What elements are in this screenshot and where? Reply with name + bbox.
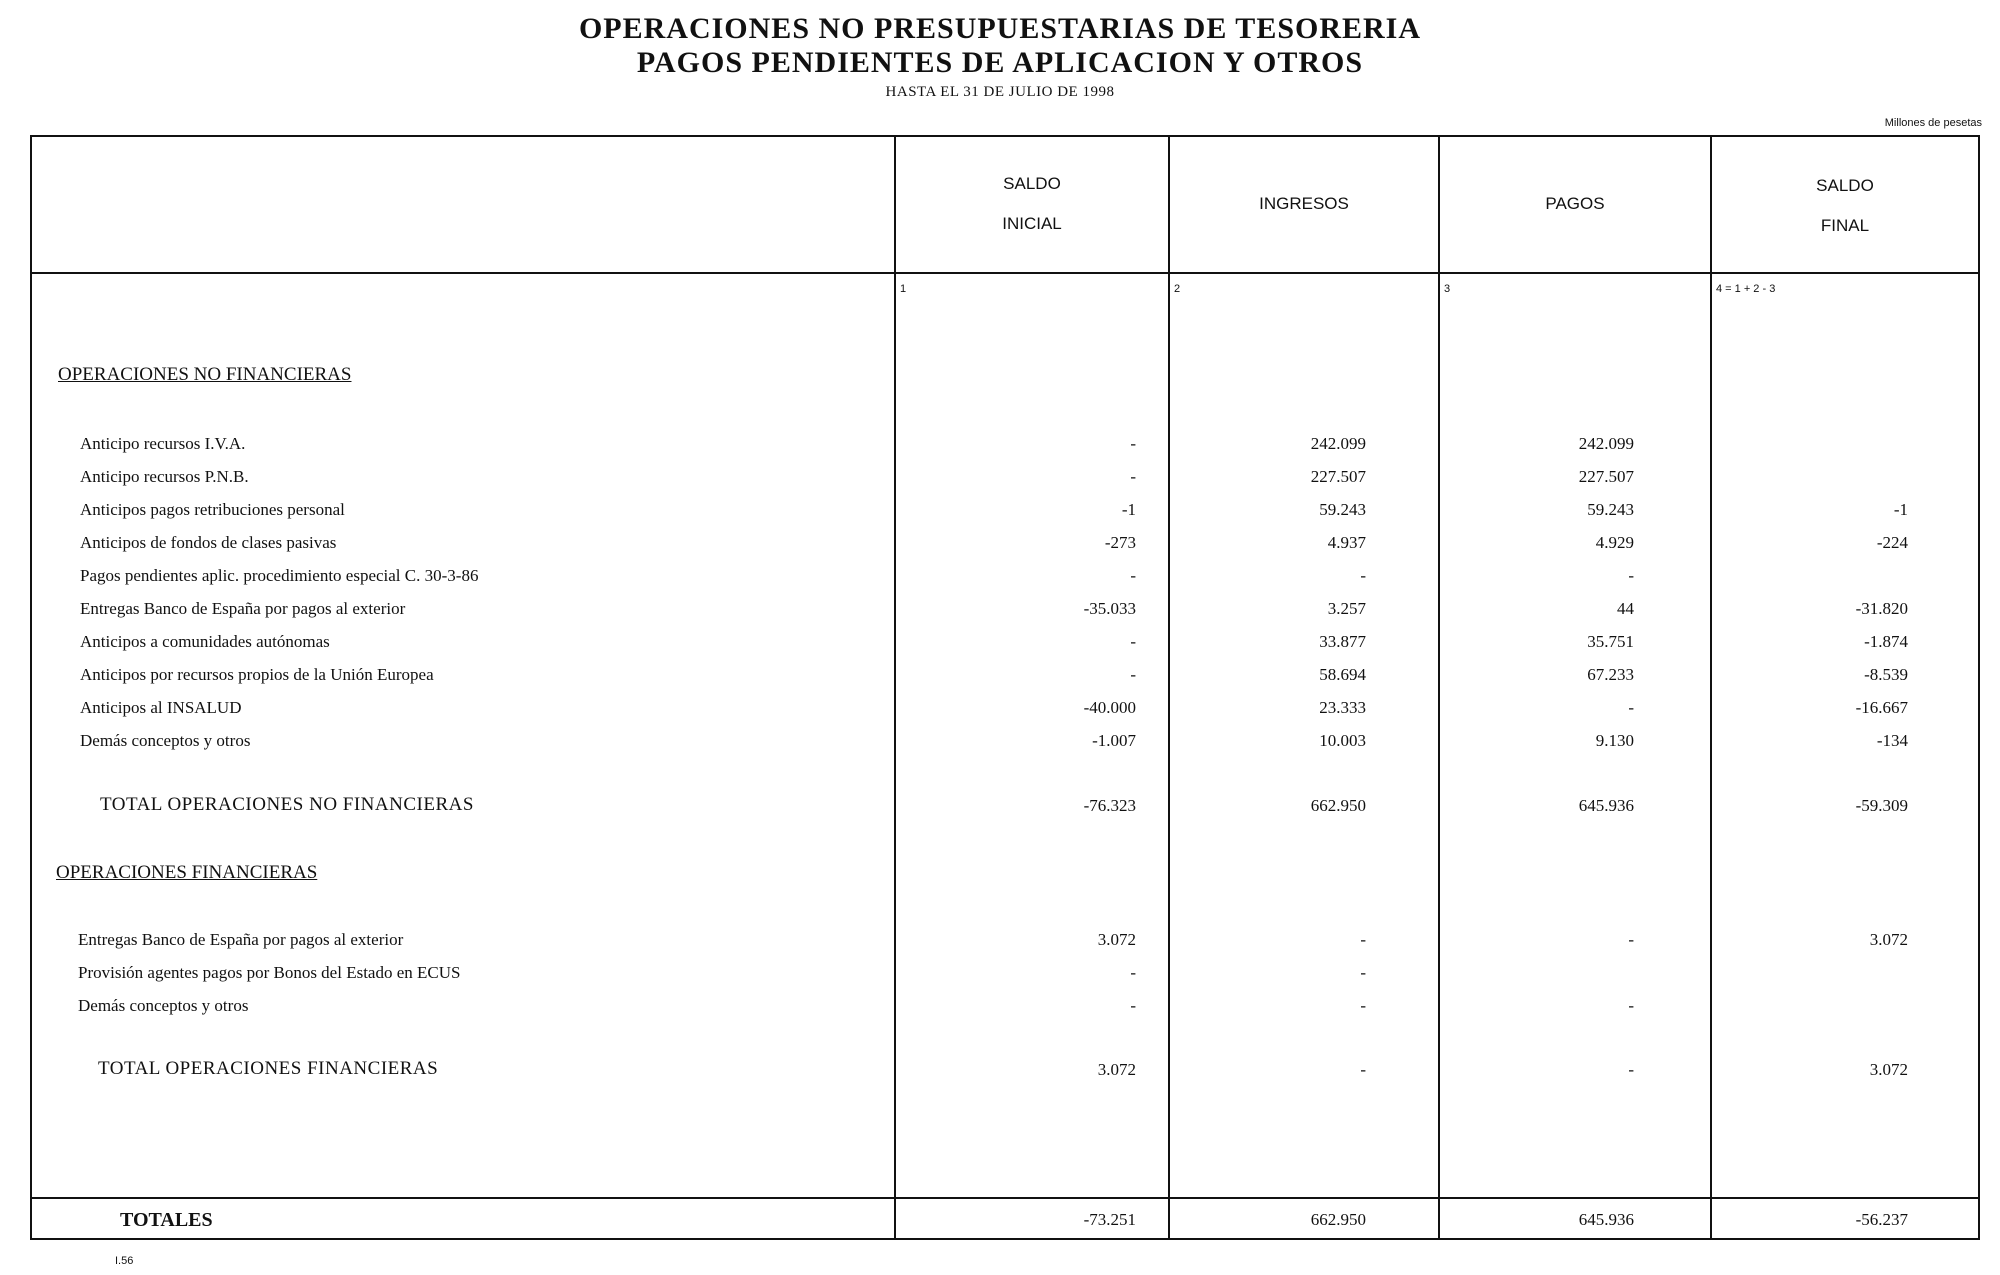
total-cell: -76.323 [1083,796,1136,815]
table-cell: 3.072 [1869,930,1908,949]
table-cell: 59.243 [1587,500,1634,519]
col-number: 3 [1444,283,1451,295]
total-cell: -59.309 [1855,796,1908,815]
total-label: TOTAL OPERACIONES FINANCIERAS [98,1058,439,1079]
table-cell: -1 [1893,500,1908,519]
table-cell: - [1628,930,1634,949]
row-label: Pagos pendientes aplic. procedimiento especial C. 30-3-86 [80,566,479,585]
date-caption: HASTA EL 31 DE JULIO DE 1998 [885,84,1115,100]
total-label: TOTAL OPERACIONES NO FINANCIERAS [100,794,474,815]
table-cell: - [1360,566,1366,585]
table-cell: - [1130,963,1136,982]
table-cell: - [1360,930,1366,949]
total-cell: 645.936 [1578,796,1634,815]
col-header-ingresos: INGRESOS [1259,194,1349,213]
row-label: Anticipo recursos I.V.A. [80,434,246,453]
col-header-saldo-inicial [896,164,1168,244]
table-cell: -224 [1876,533,1908,552]
grand-total-cell: -73.251 [1083,1210,1136,1229]
grand-total-cell: -56.237 [1855,1210,1908,1229]
table-cell: 35.751 [1587,632,1634,651]
table-cell: - [1628,698,1634,717]
col-header-line: FINAL [1820,216,1870,235]
table-cell: -16.667 [1855,698,1908,717]
header-rule [30,272,1980,274]
table-cell: -1 [1121,500,1136,519]
table-cell: - [1130,467,1136,486]
table-cell: 58.694 [1319,665,1366,684]
table-cell: 227.507 [1310,467,1366,486]
grand-total-cell: 645.936 [1578,1210,1634,1229]
table-cell: -1.874 [1864,632,1908,651]
units-note: Millones de pesetas [1884,117,1982,129]
row-label: Entregas Banco de España por pagos al exterior [78,930,404,949]
total-cell: - [1360,1060,1366,1079]
totals-rule [30,1197,1980,1199]
table-cell: - [1130,665,1136,684]
table-cell: -273 [1104,533,1136,552]
table-cell: - [1628,996,1634,1015]
table-cell: -1.007 [1092,731,1136,750]
row-label: Anticipos de fondos de clases pasivas [80,533,337,552]
section-heading-financieras: OPERACIONES FINANCIERAS [56,862,318,883]
table-cell: - [1360,963,1366,982]
row-label: Provisión agentes pagos por Bonos del Estado en ECUS [78,963,461,982]
col-header-saldo-final [1712,166,1978,246]
section-heading-no-financieras: OPERACIONES NO FINANCIERAS [58,364,352,385]
total-cell: - [1628,1060,1634,1079]
table-cell: 227.507 [1578,467,1634,486]
column-divider [894,135,896,1240]
col-number: 2 [1174,283,1181,295]
col-header-line: SALDO [1816,176,1874,195]
col-header-line: SALDO [1003,174,1061,193]
table-cell: -40.000 [1083,698,1136,717]
table-cell: - [1130,632,1136,651]
column-divider [1168,135,1170,1240]
table-cell: - [1360,996,1366,1015]
row-label: Demás conceptos y otros [78,996,249,1015]
table-cell: - [1628,566,1634,585]
page-title: OPERACIONES NO PRESUPUESTARIAS DE TESORERIA [578,12,1422,45]
col-number: 4 = 1 + 2 - 3 [1716,283,1776,295]
row-label: Demás conceptos y otros [80,731,251,750]
table-cell: - [1130,566,1136,585]
row-label: Entregas Banco de España por pagos al exterior [80,599,406,618]
table-cell: - [1130,996,1136,1015]
table-cell: -8.539 [1864,665,1908,684]
grand-total-cell: 662.950 [1310,1210,1366,1229]
table-cell: 23.333 [1319,698,1366,717]
table-cell: 242.099 [1310,434,1366,453]
row-label: Anticipos a comunidades autónomas [80,632,330,651]
col-header-line: INICIAL [1002,214,1062,233]
col-header-pagos: PAGOS [1545,194,1605,213]
row-label: Anticipos pagos retribuciones personal [80,500,345,519]
table-cell: 242.099 [1578,434,1634,453]
table-cell: -134 [1876,731,1908,750]
table-cell: 4.937 [1327,533,1366,552]
table-cell: 33.877 [1319,632,1366,651]
row-label: Anticipo recursos P.N.B. [80,467,249,486]
table-cell: 3.072 [1097,930,1136,949]
total-cell: 3.072 [1097,1060,1136,1079]
table-cell: 59.243 [1319,500,1366,519]
table-cell: -31.820 [1855,599,1908,618]
column-divider [1710,135,1712,1240]
page-number: I.56 [115,1255,134,1267]
total-cell: 662.950 [1310,796,1366,815]
table-cell: 44 [1617,599,1634,618]
table-cell: -35.033 [1083,599,1136,618]
column-divider [1438,135,1440,1240]
table-cell: 67.233 [1587,665,1634,684]
table-cell: 4.929 [1595,533,1634,552]
row-label: Anticipos por recursos propios de la Unión Europea [80,665,434,684]
table-cell: 3.257 [1327,599,1366,618]
table-cell: 9.130 [1595,731,1634,750]
table-cell: 10.003 [1319,731,1366,750]
total-cell: 3.072 [1869,1060,1908,1079]
page-subtitle-main: PAGOS PENDIENTES DE APLICACION Y OTROS [636,46,1364,79]
row-label: Anticipos al INSALUD [80,698,242,717]
col-number: 1 [900,283,907,295]
table-cell: - [1130,434,1136,453]
grand-total-label: TOTALES [120,1209,213,1231]
